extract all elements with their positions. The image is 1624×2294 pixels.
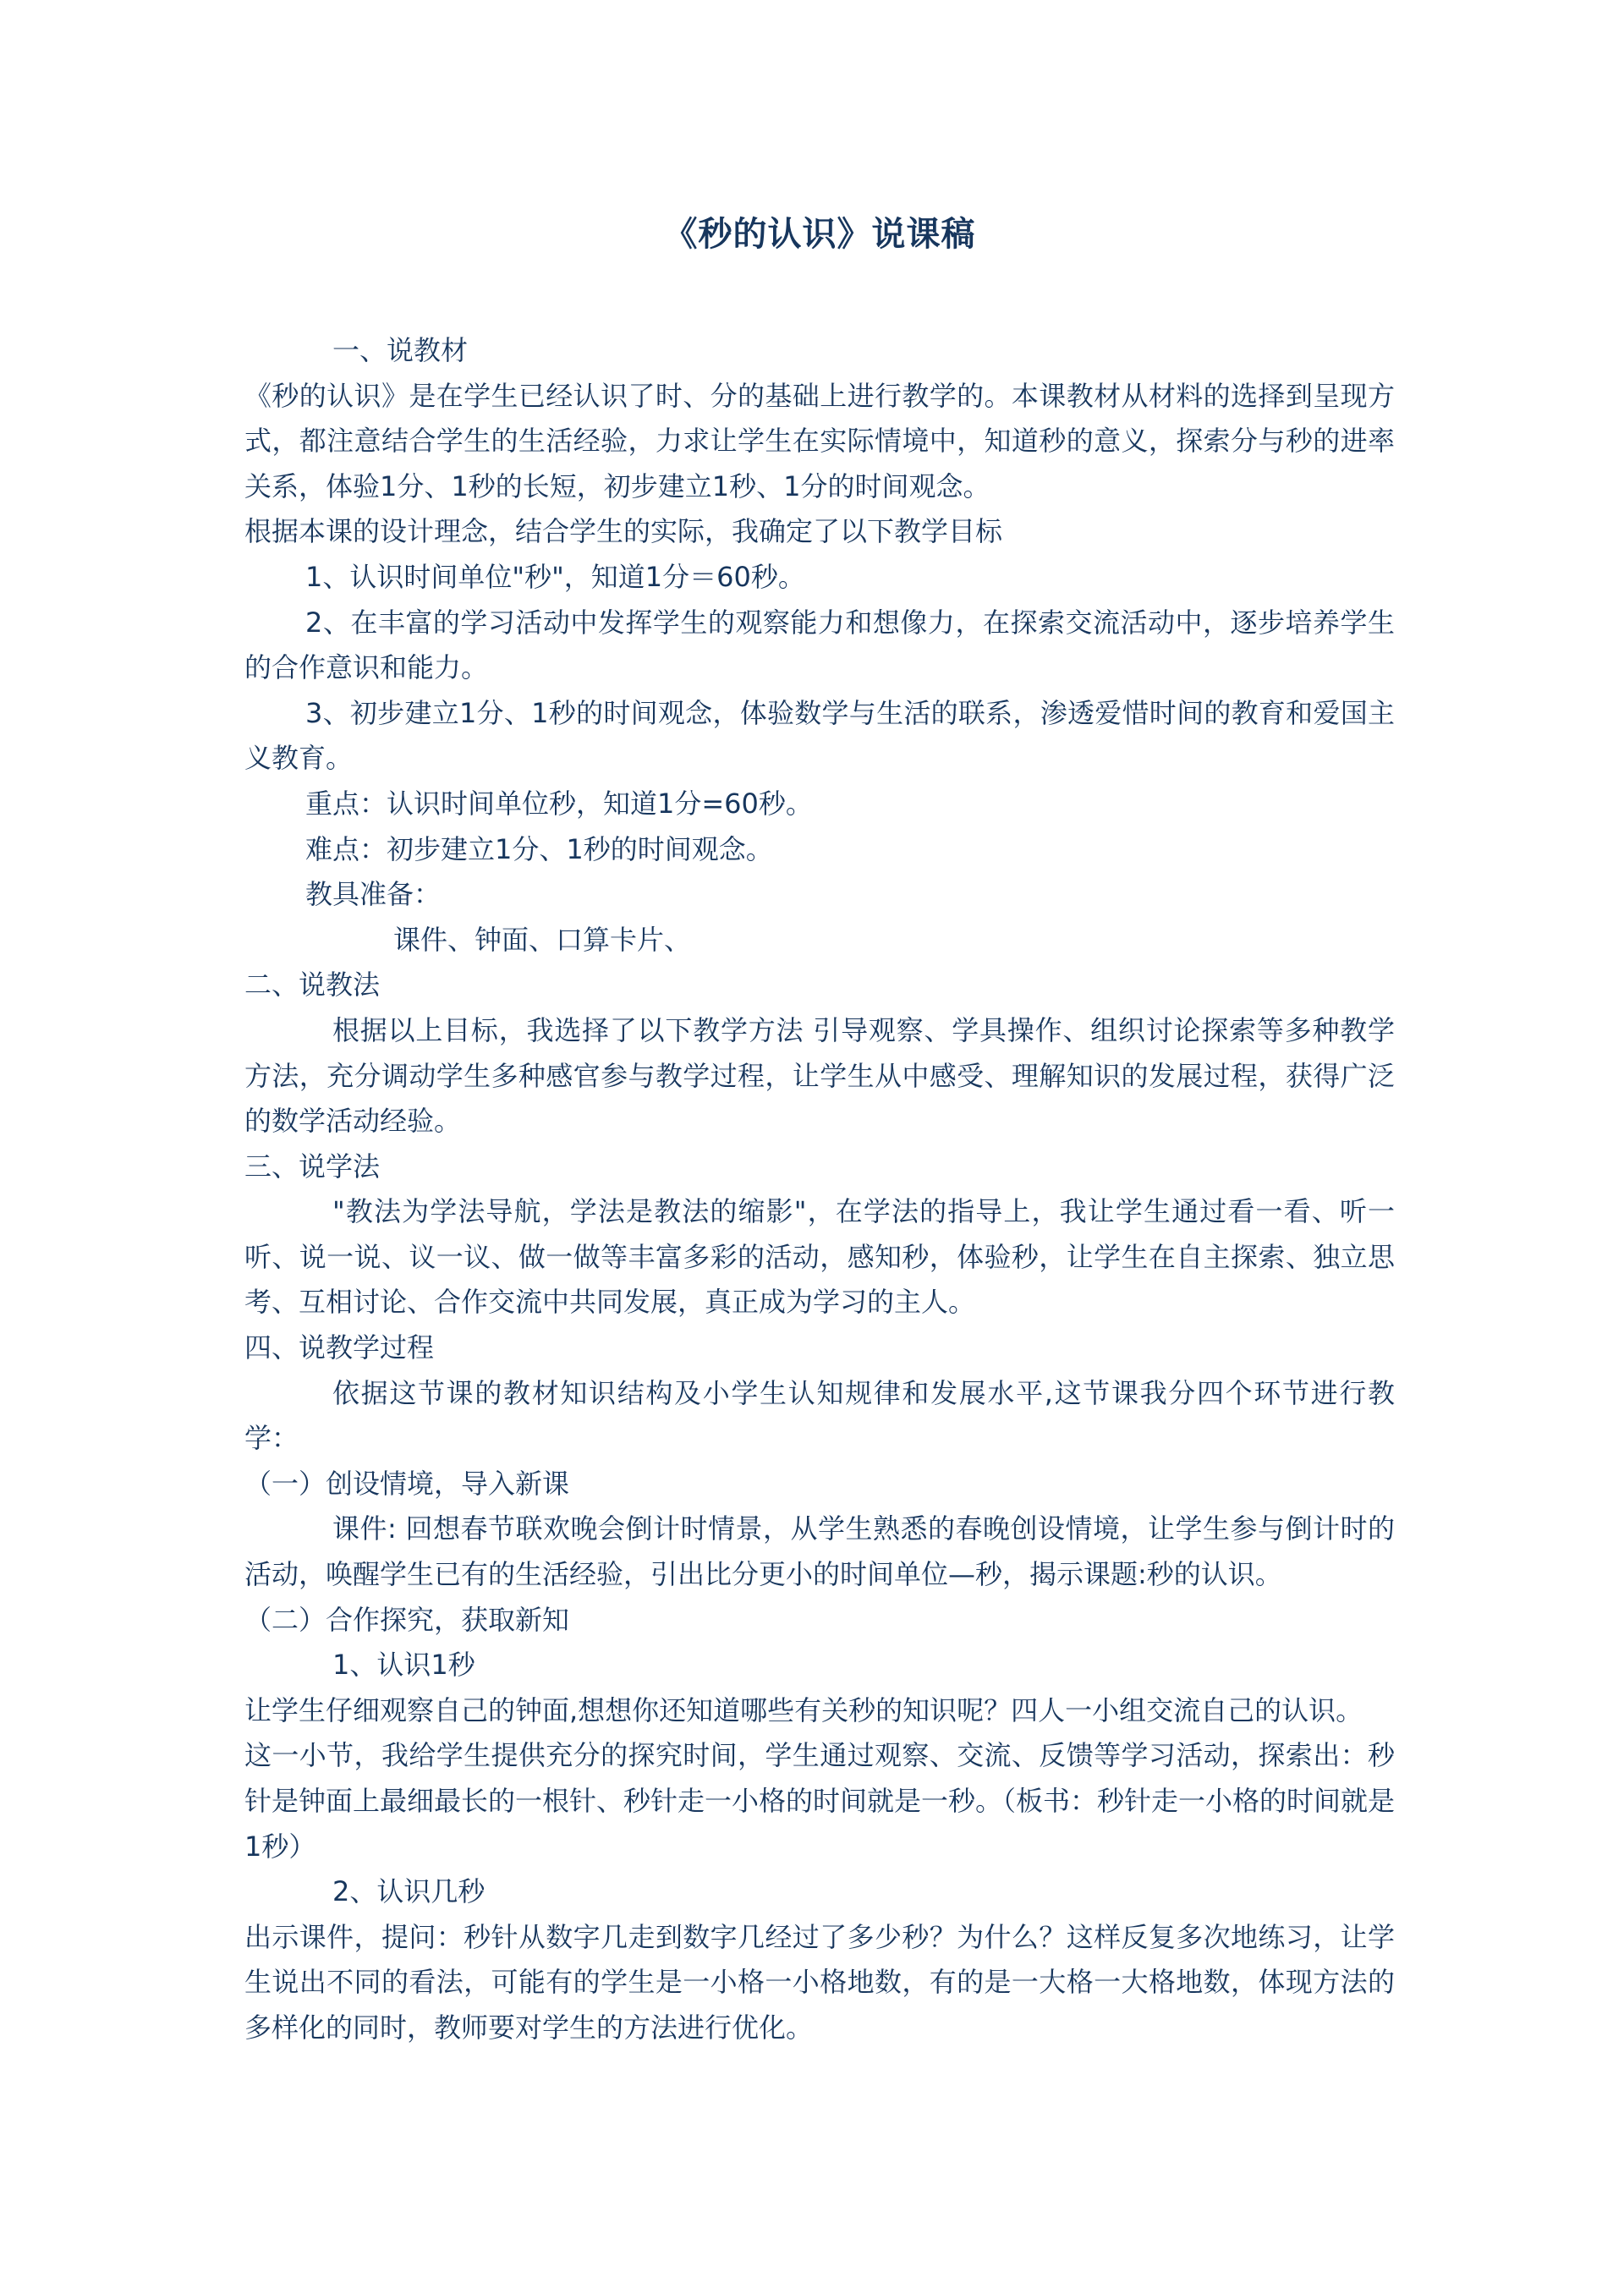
step-heading: 1、认识1秒 (332, 1649, 475, 1682)
paragraph: 根据以上目标，我选择了以下教学方法 引导观察、学具操作、组织讨论探索等多种教学方法，充分调动学生多种感官参与教学过程，让学生从中感受、理解知识的发展过程，获得广泛的数学活动经验。 (244, 1013, 1395, 1138)
goal-item: 1、认识时间单位"秒"，知道1分＝60秒。 (305, 560, 805, 593)
paragraph: 让学生仔细观察自己的钟面,想想你还知道哪些有关秒的知识呢？四人一小组交流自己的认识。 (244, 1693, 1363, 1726)
subheading: （二）合作探究，获取新知 (244, 1603, 570, 1636)
paragraph: 《秒的认识》是在学生已经认识了时、分的基础上进行教学的。本课教材从材料的选择到呈现方式，都注意结合学生的生活经验，力求让学生在实际情境中，知道秒的意义，探索分与秒的进率关系，体验1分、1秒的长短，初步建立1秒、1分的时间观念。 (244, 379, 1395, 502)
heading-3: 三、说学法 (244, 1150, 381, 1183)
subheading: （一）创设情境，导入新课 (244, 1467, 570, 1500)
materials-list: 课件、钟面、口算卡片、 (393, 923, 692, 956)
paragraph: 出示课件，提问：秒针从数字几走到数字几经过了多少秒？为什么？这样反复多次地练习，让学生说出不同的看法，可能有的学生是一小格一小格地数，有的是一大格一大格地数，体现方法的多样化的同时，教师要对学生的方法进行优化。 (244, 1920, 1395, 2044)
materials-label: 教具准备： (305, 878, 442, 911)
step-heading: 2、认识几秒 (332, 1875, 486, 1908)
goal-item: 2、在丰富的学习活动中发挥学生的观察能力和想像力，在探索交流活动中，逐步培养学生的合作意识和能力。 (244, 606, 1395, 684)
goal-item: 3、初步建立1分、1秒的时间观念，体验数学与生活的联系，渗透爱惜时间的教育和爱国主义教育。 (244, 696, 1395, 775)
heading-1: 一、说教材 (332, 334, 469, 366)
document-title: 《秒的认识》说课稿 (663, 214, 976, 254)
heading-2: 二、说教法 (244, 969, 381, 1002)
difficult-point: 难点：初步建立1分、1秒的时间观念。 (305, 832, 773, 865)
document-body (244, 203, 1395, 2051)
paragraph: 课件: 回想春节联欢晚会倒计时情景，从学生熟悉的春晚创设情境，让学生参与倒计时的活动，唤醒学生已有的生活经验，引出比分更小的时间单位—秒，揭示课题:秒的认识。 (244, 1512, 1395, 1591)
paragraph: 依据这节课的教材知识结构及小学生认知规律和发展水平,这节课我分四个环节进行教学： (244, 1376, 1395, 1455)
heading-4: 四、说教学过程 (244, 1331, 435, 1364)
paragraph: "教法为学法导航，学法是教法的缩影"，在学法的指导上，我让学生通过看一看、听一听、说一说、议一议、做一做等丰富多彩的活动，感知秒，体验秒，让学生在自主探索、独立思考、互相讨论、合作交流中共同发展，真正成为学习的主人。 (244, 1195, 1395, 1319)
paragraph: 根据本课的设计理念，结合学生的实际，我确定了以下教学目标 (244, 515, 1003, 548)
key-point: 重点：认识时间单位秒，知道1分=60秒。 (305, 787, 813, 820)
paragraph: 这一小节，我给学生提供充分的探究时间，学生通过观察、交流、反馈等学习活动，探索出：秒针是钟面上最细最长的一根针、秒针走一小格的时间就是一秒。（板书：秒针走一小格的时间就是1秒） (244, 1739, 1396, 1863)
